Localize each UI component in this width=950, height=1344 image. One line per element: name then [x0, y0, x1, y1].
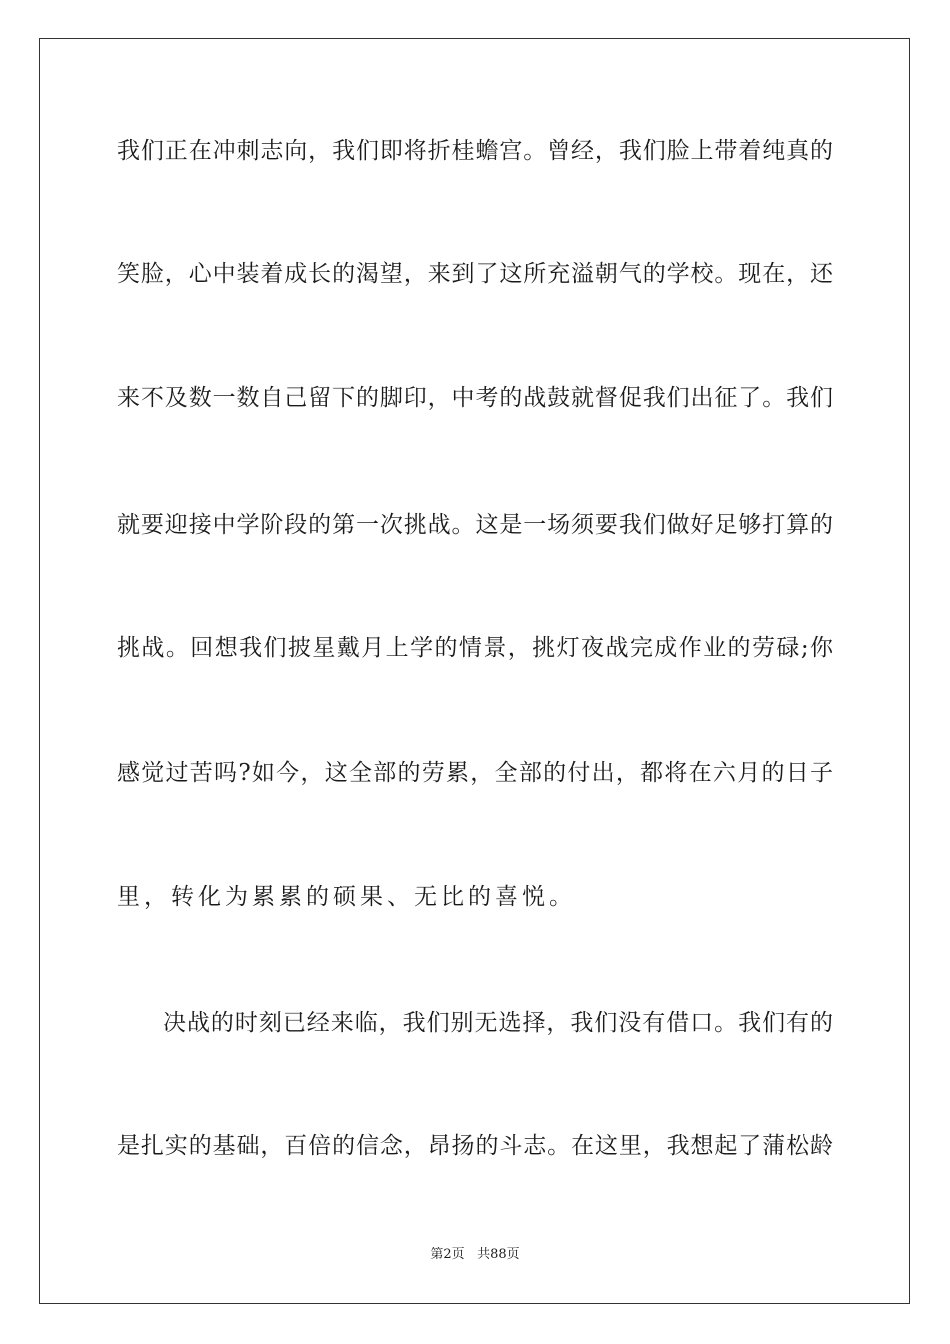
page-border [39, 38, 910, 1304]
text-line: 来不及数一数自己留下的脚印，中考的战鼓就督促我们出征了。我们 [117, 385, 833, 411]
text-line: 是扎实的基础，百倍的信念，昂扬的斗志。在这里，我想起了蒲松龄 [117, 1133, 833, 1159]
text-line: 感觉过苦吗?如今，这全部的劳累，全部的付出，都将在六月的日子 [117, 760, 833, 786]
page-total: 共88页 [477, 1247, 520, 1262]
text-line-indented: 决战的时刻已经来临，我们别无选择，我们没有借口。我们有的 [163, 1010, 833, 1036]
page-footer [0, 1246, 950, 1264]
text-line: 笑脸，心中装着成长的渴望，来到了这所充溢朝气的学校。现在，还 [117, 261, 833, 287]
text-line: 里，转化为累累的硕果、无比的喜悦。 [117, 884, 576, 910]
page-number: 第2页 [430, 1247, 465, 1262]
text-line: 就要迎接中学阶段的第一次挑战。这是一场须要我们做好足够打算的 [117, 512, 833, 538]
text-line: 挑战。回想我们披星戴月上学的情景，挑灯夜战完成作业的劳碌;你 [117, 635, 833, 661]
text-line: 我们正在冲刺志向，我们即将折桂蟾宫。曾经，我们脸上带着纯真的 [117, 138, 833, 164]
